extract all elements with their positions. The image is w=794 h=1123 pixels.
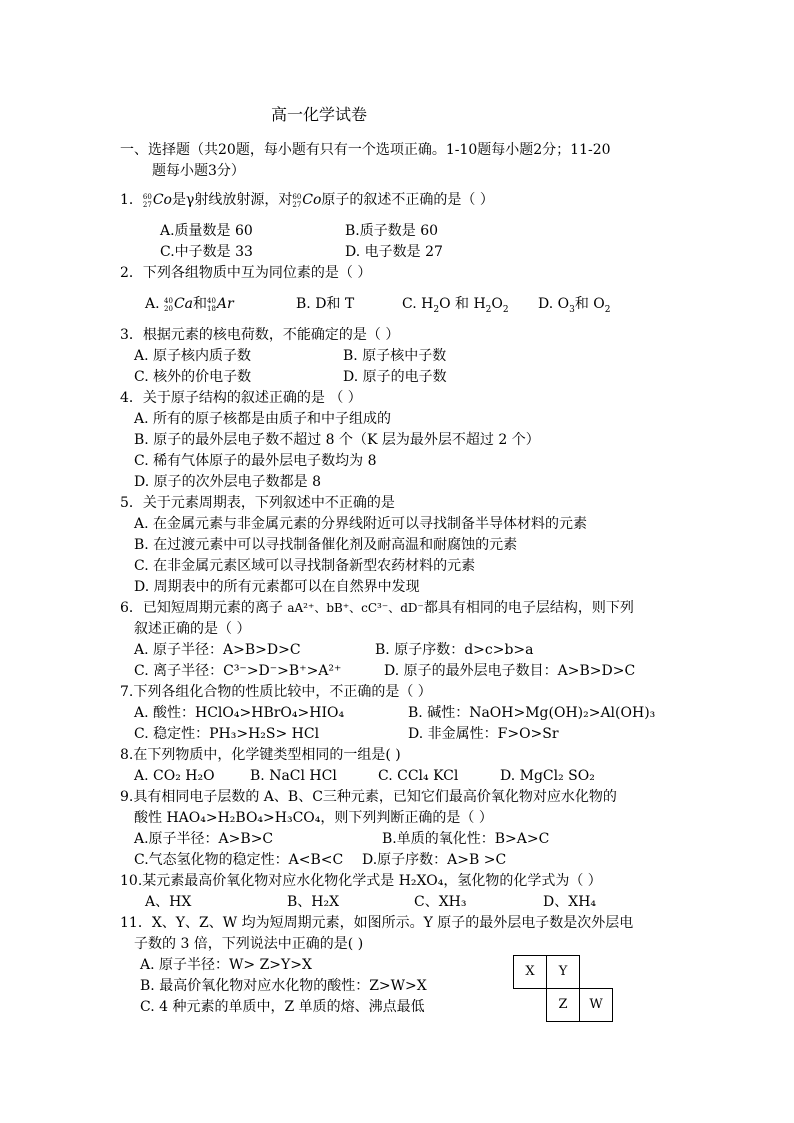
q9-option-b[interactable]: B.单质的氧化性：B>A>C xyxy=(382,831,550,847)
page-title: 高一化学试卷 xyxy=(271,105,368,124)
question-1-text-end: 原子的叙述不正确的是（ ） xyxy=(321,192,494,208)
cell-w: W xyxy=(579,988,613,1022)
q7-option-d[interactable]: D. 非金属性：F>O>Sr xyxy=(408,726,559,742)
subscript: 2 xyxy=(604,304,611,315)
question-2: 2．下列各组物质中互为同位素的是（ ） xyxy=(120,265,372,281)
question-1-number: 1． xyxy=(120,192,143,208)
q6-option-d[interactable]: D. 原子的最外层电子数目：A>B>D>C xyxy=(384,663,636,679)
mass-number: 40 xyxy=(207,297,216,305)
q8-option-d[interactable]: D. MgCl₂ SO₂ xyxy=(500,768,595,784)
question-9-line1: 9.具有相同电子层数的 A、B、C三种元素，已知它们最高价氧化物对应水化物的 xyxy=(120,789,617,805)
formula-part: C. H xyxy=(402,296,434,312)
cell-y: Y xyxy=(546,955,580,989)
subscript: 2 xyxy=(433,304,440,315)
conjunction: 和 xyxy=(193,296,207,312)
q5-option-d[interactable]: D. 周期表中的所有元素都可以在自然界中发现 xyxy=(134,579,420,595)
q7-option-a[interactable]: A. 酸性：HClO₄>HBrO₄>HIO₄ xyxy=(134,705,345,721)
element-symbol: Co xyxy=(152,192,172,208)
atomic-number: 20 xyxy=(164,305,173,313)
q10-option-c[interactable]: C、XH₃ xyxy=(414,894,467,910)
atomic-number: 27 xyxy=(142,201,152,209)
q11-option-b[interactable]: B. 最高价氧化物对应水化物的酸性：Z>W>X xyxy=(140,978,427,994)
q6-option-b[interactable]: B. 原子序数：d>c>b>a xyxy=(375,642,534,658)
q1-option-a[interactable]: A.质量数是 60 xyxy=(160,223,253,239)
formula-part: D. O xyxy=(538,296,570,312)
q5-option-b[interactable]: B. 在过渡元素中可以寻找制备催化剂及耐高温和耐腐蚀的元素 xyxy=(134,537,518,553)
question-5: 5．关于元素周期表，下列叙述中不正确的是 xyxy=(120,495,395,511)
cell-z: Z xyxy=(546,988,580,1022)
q2-option-b[interactable]: B. D和 T xyxy=(296,296,355,312)
element-symbol: Ca xyxy=(173,296,193,312)
formula-part: 和 O xyxy=(574,296,605,312)
question-1-text-mid: 是γ射线放射源，对 xyxy=(171,192,293,208)
isotope-co-60 xyxy=(143,190,172,210)
section-header-line1: 一、选择题（共20题，每小题有只有一个选项正确。1-10题每小题2分；11-20 xyxy=(120,142,611,158)
question-11-line1: 11．X、Y、Z、W 均为短周期元素，如图所示。Y 原子的最外层电子数是次外层电 xyxy=(120,915,634,931)
cell-x: X xyxy=(513,955,547,989)
subscript: 3 xyxy=(569,304,575,315)
q2-option-a[interactable] xyxy=(145,294,234,314)
option-letter: A. xyxy=(145,296,160,312)
question-6-text: 6．已知短周期元素的离子 xyxy=(120,600,288,616)
element-symbol: Co xyxy=(302,192,322,208)
question-3: 3．根据元素的核电荷数，不能确定的是（ ） xyxy=(120,327,400,343)
formula-part: O xyxy=(491,296,503,312)
mass-number: 60 xyxy=(292,193,302,201)
q11-option-a[interactable]: A. 原子半径：W> Z>Y>X xyxy=(140,957,312,973)
q10-option-b[interactable]: B、H₂X xyxy=(287,894,340,910)
atomic-number: 18 xyxy=(207,305,216,313)
q10-option-a[interactable]: A、HX xyxy=(145,894,192,910)
question-6-text-end: 都具有相同的电子层结构，则下列 xyxy=(423,600,634,616)
q9-option-c[interactable]: C.气态氢化物的稳定性：A<B<C xyxy=(134,852,344,868)
q2-option-d[interactable] xyxy=(538,294,611,314)
question-4: 4．关于原子结构的叙述正确的是 （ ） xyxy=(120,390,362,406)
formula-part: O 和 H xyxy=(439,296,486,312)
subscript: 2 xyxy=(485,304,492,315)
atomic-number: 27 xyxy=(292,201,302,209)
q11-option-c[interactable]: C. 4 种元素的单质中，Z 单质的熔、沸点最低 xyxy=(140,999,425,1015)
question-9-line2: 酸性 HAO₄>H₂BO₄>H₃CO₄，则下列判断正确的是（ ） xyxy=(134,810,493,826)
q7-option-b[interactable]: B. 碱性：NaOH>Mg(OH)₂>Al(OH)₃ xyxy=(408,705,656,721)
q1-option-c[interactable]: C.中子数是 33 xyxy=(160,244,253,260)
isotope-ar-40 xyxy=(207,294,234,314)
q8-option-a[interactable]: A. CO₂ H₂O xyxy=(134,768,215,784)
q8-option-b[interactable]: B. NaCl HCl xyxy=(250,768,337,784)
q3-option-c[interactable]: C. 核外的价电子数 xyxy=(134,369,252,385)
q4-option-d[interactable]: D. 原子的次外层电子数都是 8 xyxy=(134,474,321,490)
question-10: 10.某元素最高价氧化物对应水化物化学式是 H₂XO₄，氢化物的化学式为（ ） xyxy=(120,873,602,889)
isotope-ca-40 xyxy=(164,294,193,314)
q7-option-c[interactable]: C. 稳定性：PH₃>H₂S> HCl xyxy=(134,726,320,742)
question-6-line1 xyxy=(120,598,634,618)
q10-option-d[interactable]: D、XH₄ xyxy=(543,894,597,910)
question-8: 8.在下列物质中，化学键类型相同的一组是( ) xyxy=(120,747,401,763)
q4-option-a[interactable]: A. 所有的原子核都是由质子和中子组成的 xyxy=(134,411,392,427)
question-7: 7.下列各组化合物的性质比较中，不正确的是（ ） xyxy=(120,684,432,700)
q9-option-d[interactable]: D.原子序数：A>B >C xyxy=(362,852,507,868)
mass-number: 60 xyxy=(142,193,152,201)
q4-option-b[interactable]: B. 原子的最外层电子数不超过 8 个（K 层为最外层不超过 2 个） xyxy=(134,432,540,448)
q3-option-a[interactable]: A. 原子核内质子数 xyxy=(134,348,252,364)
subscript: 2 xyxy=(502,304,509,315)
q9-option-a[interactable]: A.原子半径：A>B>C xyxy=(134,831,274,847)
question-1 xyxy=(120,190,494,210)
q5-option-a[interactable]: A. 在金属元素与非金属元素的分界线附近可以寻找制备半导体材料的元素 xyxy=(134,516,588,532)
element-symbol: Ar xyxy=(216,296,234,312)
q6-option-a[interactable]: A. 原子半径：A>B>D>C xyxy=(134,642,301,658)
q5-option-c[interactable]: C. 在非金属元素区域可以寻找制备新型农药材料的元素 xyxy=(134,558,476,574)
q1-option-b[interactable]: B.质子数是 60 xyxy=(345,223,439,239)
question-11-line2: 子数的 3 倍，下列说法中正确的是( ) xyxy=(134,936,364,952)
q3-option-b[interactable]: B. 原子核中子数 xyxy=(343,348,447,364)
q8-option-c[interactable]: C. CCl₄ KCl xyxy=(378,768,459,784)
q2-option-c[interactable] xyxy=(402,294,509,314)
mass-number: 40 xyxy=(164,297,173,305)
q4-option-c[interactable]: C. 稀有气体原子的最外层电子数均为 8 xyxy=(134,453,377,469)
isotope-co-60-repeat xyxy=(292,190,321,210)
section-header-line2: 题每小题3分） xyxy=(152,163,245,179)
q6-option-c[interactable]: C. 离子半径：C³⁻>D⁻>B⁺>A²⁺ xyxy=(134,663,342,679)
q3-option-d[interactable]: D. 原子的电子数 xyxy=(343,369,447,385)
q1-option-d[interactable]: D. 电子数是 27 xyxy=(345,244,443,260)
ion-list: aA²⁺、bB⁺、cC³⁻、dD⁻ xyxy=(287,601,424,615)
question-6-line2: 叙述正确的是（ ） xyxy=(134,621,251,637)
